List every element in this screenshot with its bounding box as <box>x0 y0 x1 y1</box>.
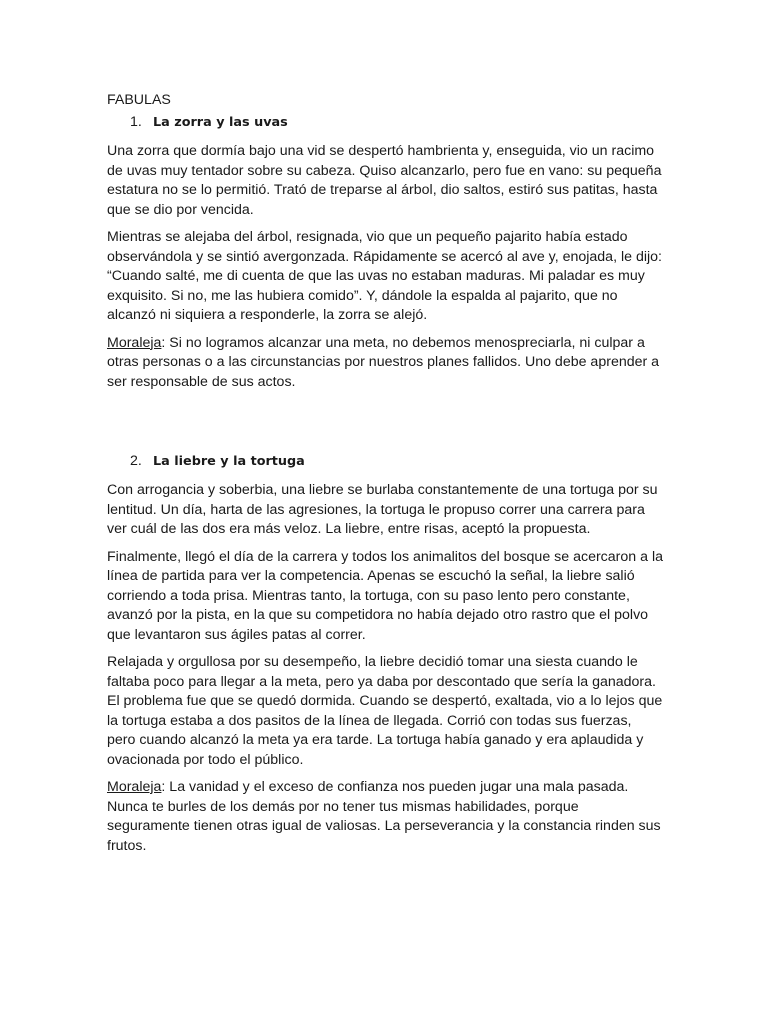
list-number: 1. <box>130 114 142 130</box>
fable-title: La liebre y la tortuga <box>153 454 305 469</box>
paragraph: Mientras se alejaba del árbol, resignada, vio que un pequeño pajarito había estado observándola y se sintió avergonzada. Rápidamente se acercó al ave y, enojada, le dijo: “Cuando salté, me di cuenta de que las uvas no estaban maduras. Mi paladar es muy exquisito. Si no, me las hubiera comido”. Y, dándole la espalda al pajarito, que no alcanzó ni siquiera a responderle, la zorra se alejó. <box>107 229 662 323</box>
moral-paragraph <box>107 778 663 856</box>
fable-2 <box>107 451 663 856</box>
document-page <box>107 90 663 864</box>
moral-label: Moraleja <box>107 334 162 351</box>
moral-text: : La vanidad y el exceso de confianza nos pueden jugar una mala pasada. Nunca te burles de los demás por no tener tus mismas habilidades, porque seguramente tienen otras igual de valiosas. La perseverancia y la constancia rinden sus frutos. <box>107 779 661 854</box>
fable-title: La zorra y las uvas <box>153 115 288 130</box>
paragraph: Relajada y orgullosa por su desempeño, la liebre decidió tomar una siesta cuando le faltaba poco para llegar a la meta, pero ya daba por descontado que sería la ganadora. El problema fue que se quedó dormida. Cuando se despertó, exaltada, vio a lo lejos que la tortuga estaba a dos pasitos de la línea de llegada. Corrió con todas sus fuerzas, pero cuando alcanzó la meta ya era tarde. La tortuga había ganado y era aplaudida y ovacionada por todo el público. <box>107 654 663 768</box>
moral-text: : Si no logramos alcanzar una meta, no debemos menospreciarla, ni culpar a otras personas o a las circunstancias por nuestros planes fallidos. Uno debe aprender a ser responsable de sus actos. <box>107 334 660 390</box>
moral-paragraph <box>107 334 663 393</box>
moral-label: Moraleja <box>107 779 162 795</box>
paragraph: Finalmente, llegó el día de la carrera y todos los animalitos del bosque se acercaron a la línea de partida para ver la competencia. Apenas se escuchó la señal, la liebre salió corriendo a toda prisa. Mientras tanto, la tortuga, con su paso lento pero constante, avanzó por la pista, en la que su competidora no había dejado otro rastro que el polvo que levantaron sus ágiles patas al correr. <box>107 548 663 643</box>
fable-heading <box>107 451 663 472</box>
section-spacer <box>107 400 663 451</box>
document-title: FABULAS <box>107 92 171 108</box>
list-number: 2. <box>130 453 142 469</box>
fable-heading <box>107 112 663 133</box>
paragraph: Una zorra que dormía bajo una vid se despertó hambrienta y, enseguida, vio un racimo de uvas muy tentador sobre su cabeza. Quiso alcanzarlo, pero fue en vano: su pequeña estatura no se lo permitió. Trató de treparse al árbol, dio saltos, estiró sus patitas, hasta que se dio por vencida. <box>107 143 662 218</box>
fable-1 <box>107 112 663 392</box>
paragraph: Con arrogancia y soberbia, una liebre se burlaba constantemente de una tortuga por su lentitud. Un día, harta de las agresiones, la tortuga le propuso correr una carrera para ver cuál de las dos era más veloz. La liebre, entre risas, aceptó la propuesta. <box>107 482 658 537</box>
